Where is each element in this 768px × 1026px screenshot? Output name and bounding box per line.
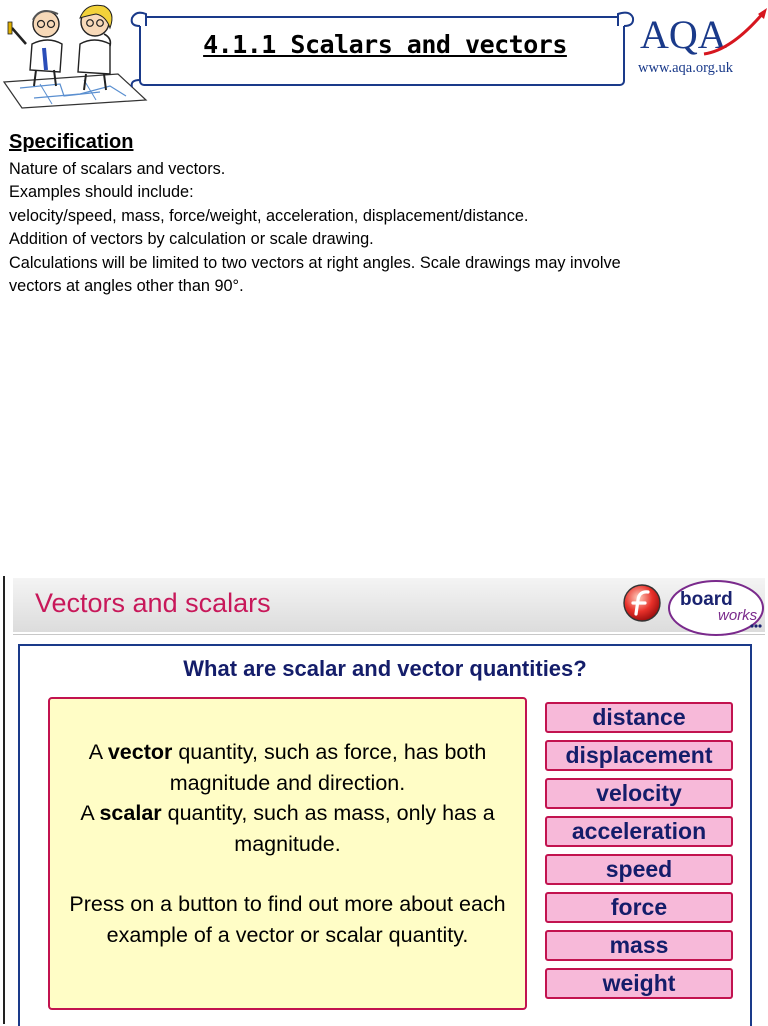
weight-button[interactable]: weight [545, 968, 733, 999]
displacement-button[interactable]: displacement [545, 740, 733, 771]
spec-line: Examples should include: [9, 183, 194, 202]
boardworks-logo [666, 578, 766, 638]
slide-question: What are scalar and vector quantities? [183, 656, 587, 681]
scalar-term: scalar [99, 801, 162, 825]
specification-heading: Specification [9, 131, 134, 153]
quantity-button-list [545, 702, 735, 1006]
velocity-button[interactable]: velocity [545, 778, 733, 809]
svg-text:works: works [718, 607, 758, 624]
acceleration-button[interactable]: acceleration [545, 816, 733, 847]
divider [13, 634, 765, 635]
aqa-website: www.aqa.org.uk [638, 60, 734, 76]
svg-text:AQA: AQA [640, 12, 727, 57]
speed-button[interactable]: speed [545, 854, 733, 885]
spec-line: velocity/speed, mass, force/weight, acceleration, displacement/distance. [9, 206, 529, 225]
instruction-text: Press on a button to find out more about each example of a vector or scalar quantity. [69, 892, 506, 947]
spec-line: Nature of scalars and vectors. [9, 160, 226, 178]
distance-button[interactable]: distance [545, 702, 733, 733]
specification-text [9, 158, 759, 298]
mass-button[interactable]: mass [545, 930, 733, 961]
spec-line: vectors at angles other than 90°. [9, 277, 244, 296]
flash-icon [622, 583, 662, 623]
vector-term: vector [107, 740, 173, 764]
spec-line: Calculations will be limited to two vectors at right angles. Scale drawings may involve [9, 253, 621, 272]
spec-line: Addition of vectors by calculation or scale drawing. [9, 230, 374, 249]
explanation-box [48, 697, 527, 1010]
page-title: 4.1.1 Scalars and vectors [203, 30, 567, 59]
slide-title: Vectors and scalars [35, 588, 271, 618]
force-button[interactable]: force [545, 892, 733, 923]
aqa-logo [636, 6, 768, 68]
content-panel [18, 644, 752, 1026]
vector-scalar-definition: A vector quantity, such as force, has both magnitude and direction. A scalar quantity, such as mass, only has a magnitude. [80, 740, 495, 856]
svg-text:board: board [680, 589, 733, 610]
boardworks-slide [3, 576, 768, 1024]
